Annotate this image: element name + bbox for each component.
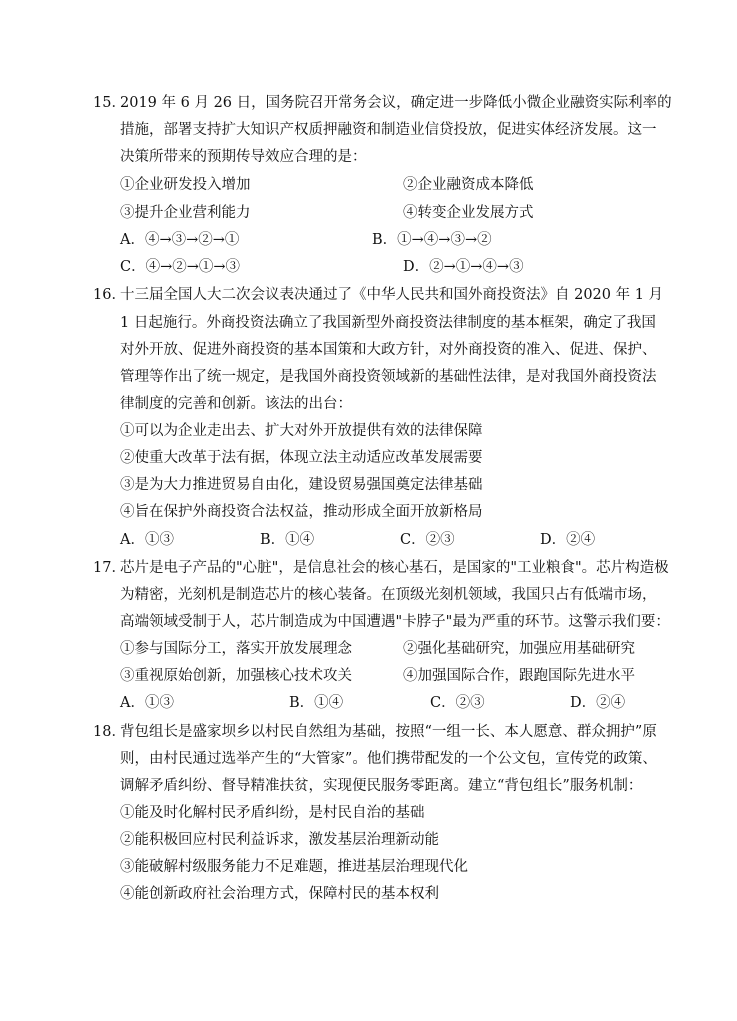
statement-item: ④旨在保护外商投资合法权益，推动形成全面开放新格局 (120, 504, 483, 520)
question-stem-line: 为精密，光刻机是制造芯片的核心装备。在顶级光刻机领域，我国只占有低端市场， (120, 587, 657, 603)
answer-choice[interactable]: D．②④ (540, 532, 596, 548)
answer-choice[interactable]: B．①④ (289, 695, 344, 711)
answer-choice[interactable]: D．②④ (570, 695, 626, 711)
question-number: 16． (93, 287, 126, 303)
question-stem-line: 背包组长是盛家坝乡以村民自然组为基础，按照“一组一长、本人愿意、群众拥护”原 (120, 724, 657, 740)
answer-choice[interactable]: A．④→③→②→① (120, 232, 240, 248)
statement-item: ②企业融资成本降低 (403, 177, 534, 193)
question-stem-line: 调解矛盾纠纷、督导精准扶贫，实现便民服务零距离。建立“背包组长”服务机制： (120, 778, 643, 794)
question-number: 17． (93, 560, 126, 576)
answer-choice[interactable]: C．②③ (430, 695, 485, 711)
statement-item: ④能创新政府社会治理方式，保障村民的基本权利 (120, 886, 439, 902)
statement-item: ③是为大力推进贸易自由化，建设贸易强国奠定法律基础 (120, 477, 483, 493)
statement-item: ②强化基础研究，加强应用基础研究 (403, 641, 635, 657)
question-stem-line: 管理等作出了统一规定，是我国外商投资领域新的基础性法律，是对我国外商投资法 (120, 369, 657, 385)
statement-item: ④转变企业发展方式 (403, 205, 534, 221)
statement-item: ②能积极回应村民利益诉求，激发基层治理新动能 (120, 832, 439, 848)
question-stem-line: 1 日起施行。外商投资法确立了我国新型外商投资法律制度的基本框架，确定了我国 (120, 315, 656, 331)
statement-item: ①参与国际分工，落实开放发展理念 (120, 641, 352, 657)
question-stem-line: 2019 年 6 月 26 日，国务院召开常务会议，确定进一步降低小微企业融资实际利率的 (120, 95, 672, 111)
question-stem-line: 措施，部署支持扩大知识产权质押融资和制造业信贷投放，促进实体经济发展。这一 (120, 122, 657, 138)
answer-choice[interactable]: A．①③ (120, 532, 174, 548)
statement-item: ②使重大改革于法有据，体现立法主动适应改革发展需要 (120, 450, 483, 466)
question-stem-line: 芯片是电子产品的"心脏"，是信息社会的核心基石，是国家的"工业粮食"。芯片构造极 (120, 560, 669, 576)
statement-item: ③能破解村级服务能力不足难题，推进基层治理现代化 (120, 859, 468, 875)
statement-item: ①可以为企业走出去、扩大对外开放提供有效的法律保障 (120, 423, 483, 439)
question-stem-line: 高端领域受制于人，芯片制造成为中国遭遇"卡脖子"最为严重的环节。这警示我们要： (120, 614, 670, 630)
answer-choice[interactable]: A．①③ (120, 695, 174, 711)
answer-choice[interactable]: C．④→②→①→③ (120, 259, 241, 275)
statement-item: ③提升企业营利能力 (120, 205, 251, 221)
statement-item: ③重视原始创新，加强核心技术攻关 (120, 668, 352, 684)
answer-choice[interactable]: B．①→④→③→② (372, 232, 492, 248)
statement-item: ①企业研发投入增加 (120, 177, 251, 193)
statement-item: ①能及时化解村民矛盾纠纷，是村民自治的基础 (120, 805, 425, 821)
answer-choice[interactable]: B．①④ (260, 532, 315, 548)
question-stem-line: 决策所带来的预期传导效应合理的是： (120, 149, 367, 165)
answer-choice[interactable]: C．②③ (400, 532, 455, 548)
question-stem-line: 则，由村民通过选举产生的“大管家”。他们携带配发的一个公文包，宣传党的政策、 (120, 751, 657, 767)
statement-item: ④加强国际合作，跟跑国际先进水平 (403, 668, 635, 684)
question-stem-line: 律制度的完善和创新。该法的出台： (120, 396, 352, 412)
question-number: 15． (93, 95, 126, 111)
question-stem-line: 对外开放、促进外商投资的基本国策和大政方针，对外商投资的准入、促进、保护、 (120, 342, 657, 358)
question-stem-line: 十三届全国人大二次会议表决通过了《中华人民共和国外商投资法》自 2020 年 1 月 (120, 287, 664, 303)
question-number: 18． (93, 724, 126, 740)
answer-choice[interactable]: D．②→①→④→③ (403, 259, 524, 275)
